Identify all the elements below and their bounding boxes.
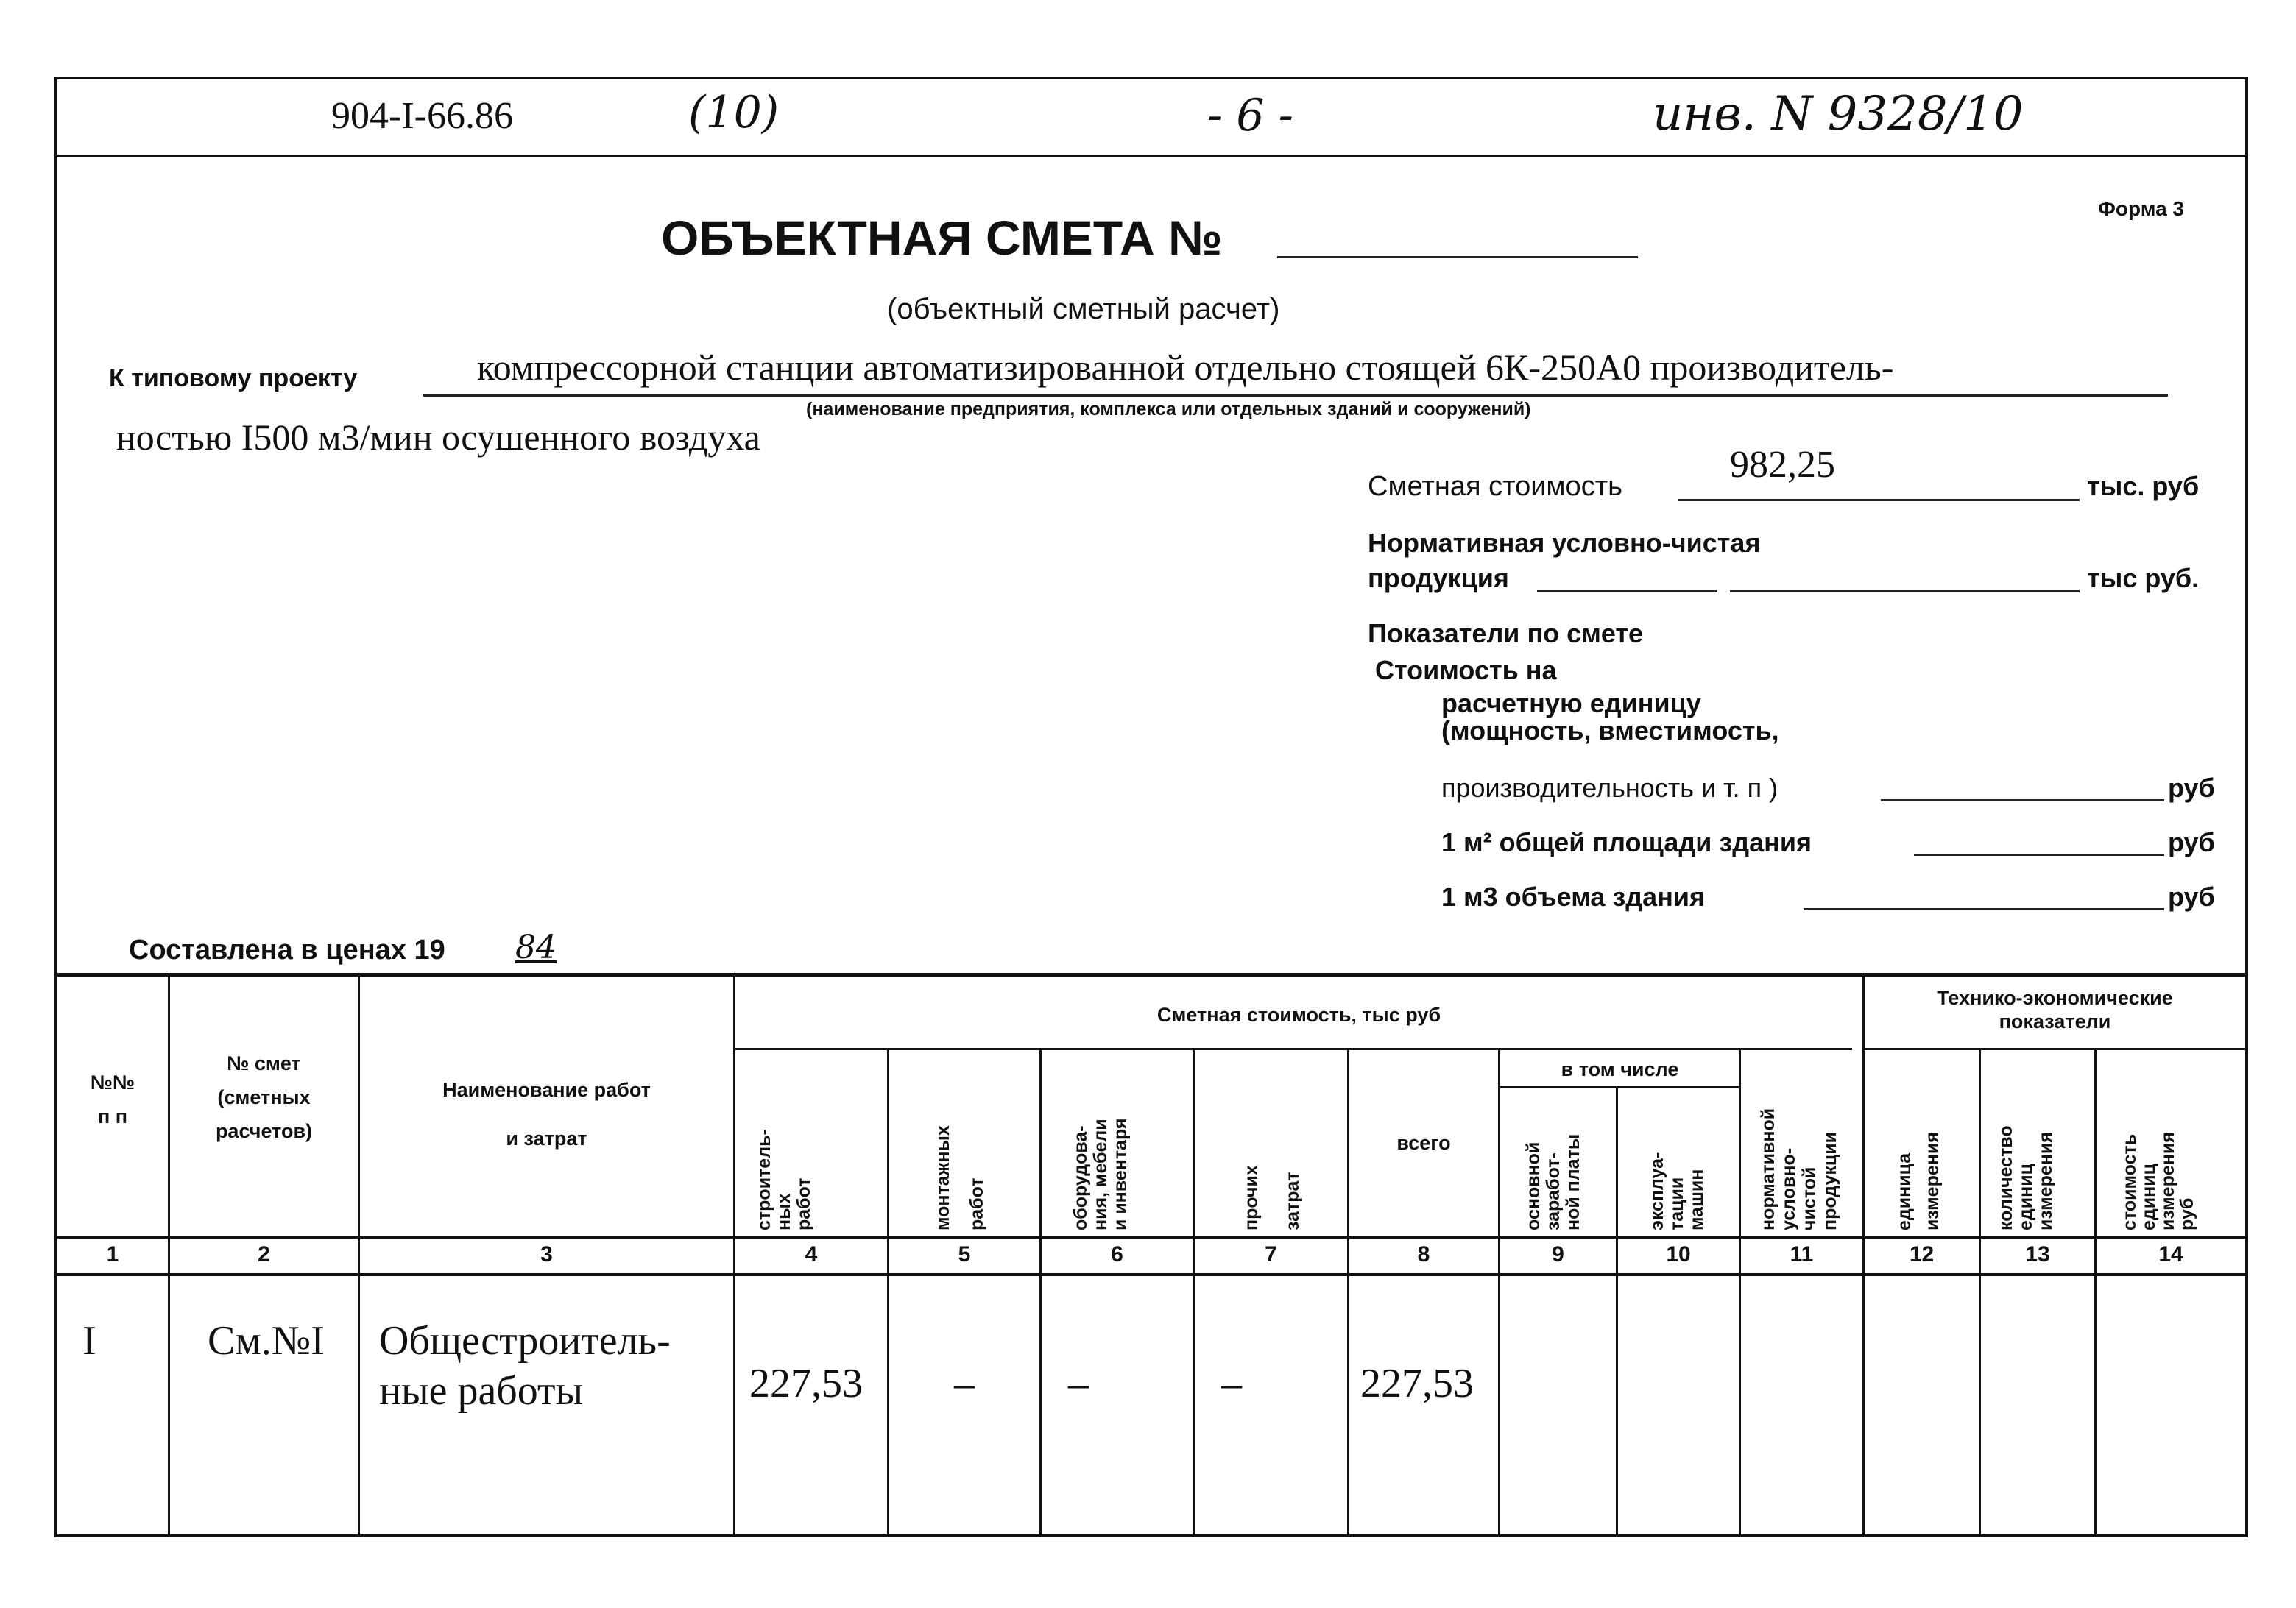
indicators-line4-underline — [1914, 854, 2164, 856]
col-number-10: 10 — [1666, 1242, 1691, 1267]
frame-right — [2245, 77, 2248, 1537]
indicators-line1: расчетную единицу — [1441, 688, 1701, 718]
col-number-14: 14 — [2158, 1242, 2183, 1267]
col-header-cost-group: Сметная стоимость, тыс руб — [1156, 1004, 1441, 1026]
cost-unit: тыс. руб — [2087, 471, 2200, 501]
project-caption: (наименование предприятия, комплекса или отдельных зданий и сооружений) — [806, 399, 1531, 419]
frame-top — [54, 77, 2248, 79]
cost-group-divider — [733, 1048, 1852, 1050]
col-header-installation: монтажных работ — [933, 1125, 987, 1230]
col-number-9: 9 — [1552, 1242, 1564, 1267]
col-header-unit-cost: стоимость единиц измерения руб — [2119, 1132, 2197, 1230]
prices-year: 84 — [515, 929, 557, 966]
document-code: 904-I-66.86 — [331, 95, 513, 137]
col-sep-9 — [1616, 1086, 1618, 1534]
col-sep-12 — [1979, 1048, 1981, 1534]
col-number-2: 2 — [258, 1242, 270, 1267]
row-estimate: См.№I — [208, 1318, 325, 1364]
col-header-num: №№ п п — [90, 1072, 135, 1127]
cost-underline — [1678, 499, 2080, 501]
col-sep-10 — [1739, 1048, 1741, 1534]
indicators-cost-per: Стоимость на — [1375, 655, 1557, 685]
row-num: I — [82, 1318, 96, 1364]
page-title: ОБЪЕКТНАЯ СМЕТА № — [661, 210, 1223, 265]
colnum-bottom-border — [54, 1273, 2248, 1276]
project-name-underline — [423, 394, 2168, 397]
col-number-11: 11 — [1790, 1242, 1814, 1267]
indicators-line4-unit: руб — [2168, 827, 2215, 857]
col-number-12: 12 — [1909, 1242, 1935, 1267]
page-number: - 6 - — [1207, 90, 1293, 141]
cost-value: 982,25 — [1730, 444, 1835, 486]
col-number-3: 3 — [540, 1242, 553, 1267]
col-number-1: 1 — [106, 1242, 119, 1267]
sheet-note: (10) — [688, 87, 780, 138]
col-header-machines: эксплуа- тации машин — [1647, 1152, 1707, 1230]
row-construction: 227,53 — [749, 1361, 863, 1406]
col-number-4: 4 — [805, 1242, 818, 1267]
col-header-wages: основной заработ- ной платы — [1523, 1133, 1583, 1230]
col-sep-5 — [1039, 1048, 1042, 1534]
page-subtitle: (объектный сметный расчет) — [887, 293, 1280, 325]
project-name-line2: ностью I500 м3/мин осушенного воздуха — [116, 417, 760, 458]
col-sep-13 — [2094, 1048, 2097, 1534]
normative-underline-b — [1730, 590, 2080, 592]
col-header-estimates: № смет (сметных расчетов) — [215, 1052, 313, 1142]
indicators-line3-underline — [1881, 799, 2164, 801]
row-name-line2: ные работы — [379, 1368, 584, 1414]
cost-label: Сметная стоимость — [1368, 471, 1622, 502]
col-sep-8 — [1498, 1048, 1500, 1534]
indicators-line5-underline — [1804, 908, 2164, 910]
normative-unit: тыс руб. — [2087, 563, 2200, 593]
col-header-quantity: количество единиц измерения — [1996, 1125, 2056, 1230]
project-prefix: К типовому проекту — [109, 364, 358, 392]
col-header-construction: строитель- ных работ — [754, 1129, 814, 1230]
frame-left — [54, 77, 57, 1537]
project-name-line1: компрессорной станции автоматизированной отдельно стоящей 6К-250А0 производитель- — [477, 347, 1894, 388]
col-number-7: 7 — [1265, 1242, 1277, 1267]
col-number-13: 13 — [2025, 1242, 2050, 1267]
indicators-line5-unit: руб — [2168, 882, 2215, 912]
header-divider — [57, 155, 2247, 157]
row-other: – — [1221, 1361, 1242, 1406]
row-installation: – — [954, 1361, 975, 1406]
indicators-line5: 1 м3 объема здания — [1441, 882, 1706, 912]
col-header-name: Наименование работ и затрат — [442, 1079, 651, 1150]
normative-underline-a — [1537, 590, 1717, 592]
indicators-line2: (мощность, вместимость, — [1441, 715, 1779, 745]
row-name-line1: Общестроитель- — [379, 1318, 671, 1364]
table-top-border — [54, 973, 2248, 977]
col-header-incl: в том числе — [1561, 1058, 1679, 1080]
incl-divider — [1500, 1086, 1739, 1088]
col-sep-4 — [887, 1048, 889, 1534]
col-sep-6 — [1193, 1048, 1195, 1534]
col-header-tech-group: Технико-экономические показатели — [1937, 987, 2173, 1033]
col-sep-7 — [1347, 1048, 1349, 1534]
col-header-total: всего — [1396, 1132, 1451, 1154]
normative-label-1: Нормативная условно-чистая — [1368, 528, 1761, 558]
indicators-title: Показатели по смете — [1368, 618, 1644, 648]
indicators-line3-unit: руб — [2168, 773, 2215, 803]
normative-label-2: продукция — [1368, 563, 1509, 593]
row-equipment: – — [1068, 1361, 1089, 1406]
col-header-normative: нормативной условно- чистой продукции — [1758, 1108, 1840, 1230]
col-header-other: прочих затрат — [1241, 1165, 1303, 1230]
indicators-line4: 1 м² общей площади здания — [1441, 827, 1812, 857]
tech-group-divider — [1862, 1048, 2245, 1050]
prices-label: Составлена в ценах 19 — [129, 935, 445, 966]
table-bottom-border — [54, 1534, 2248, 1537]
title-number-line — [1277, 256, 1638, 258]
inventory-number: инв. N 9328/10 — [1653, 87, 2024, 141]
header-bottom-border — [54, 1236, 2248, 1239]
col-header-unit: единица измерения — [1894, 1132, 1943, 1230]
indicators-line3: производительность и т. п ) — [1441, 773, 1778, 803]
col-number-5: 5 — [958, 1242, 971, 1267]
row-total: 227,53 — [1360, 1361, 1474, 1406]
col-header-equipment: оборудова- ния, мебели и инвентаря — [1070, 1118, 1131, 1230]
form-label: Форма 3 — [2098, 197, 2185, 220]
col-number-8: 8 — [1417, 1242, 1430, 1267]
col-number-6: 6 — [1111, 1242, 1123, 1267]
